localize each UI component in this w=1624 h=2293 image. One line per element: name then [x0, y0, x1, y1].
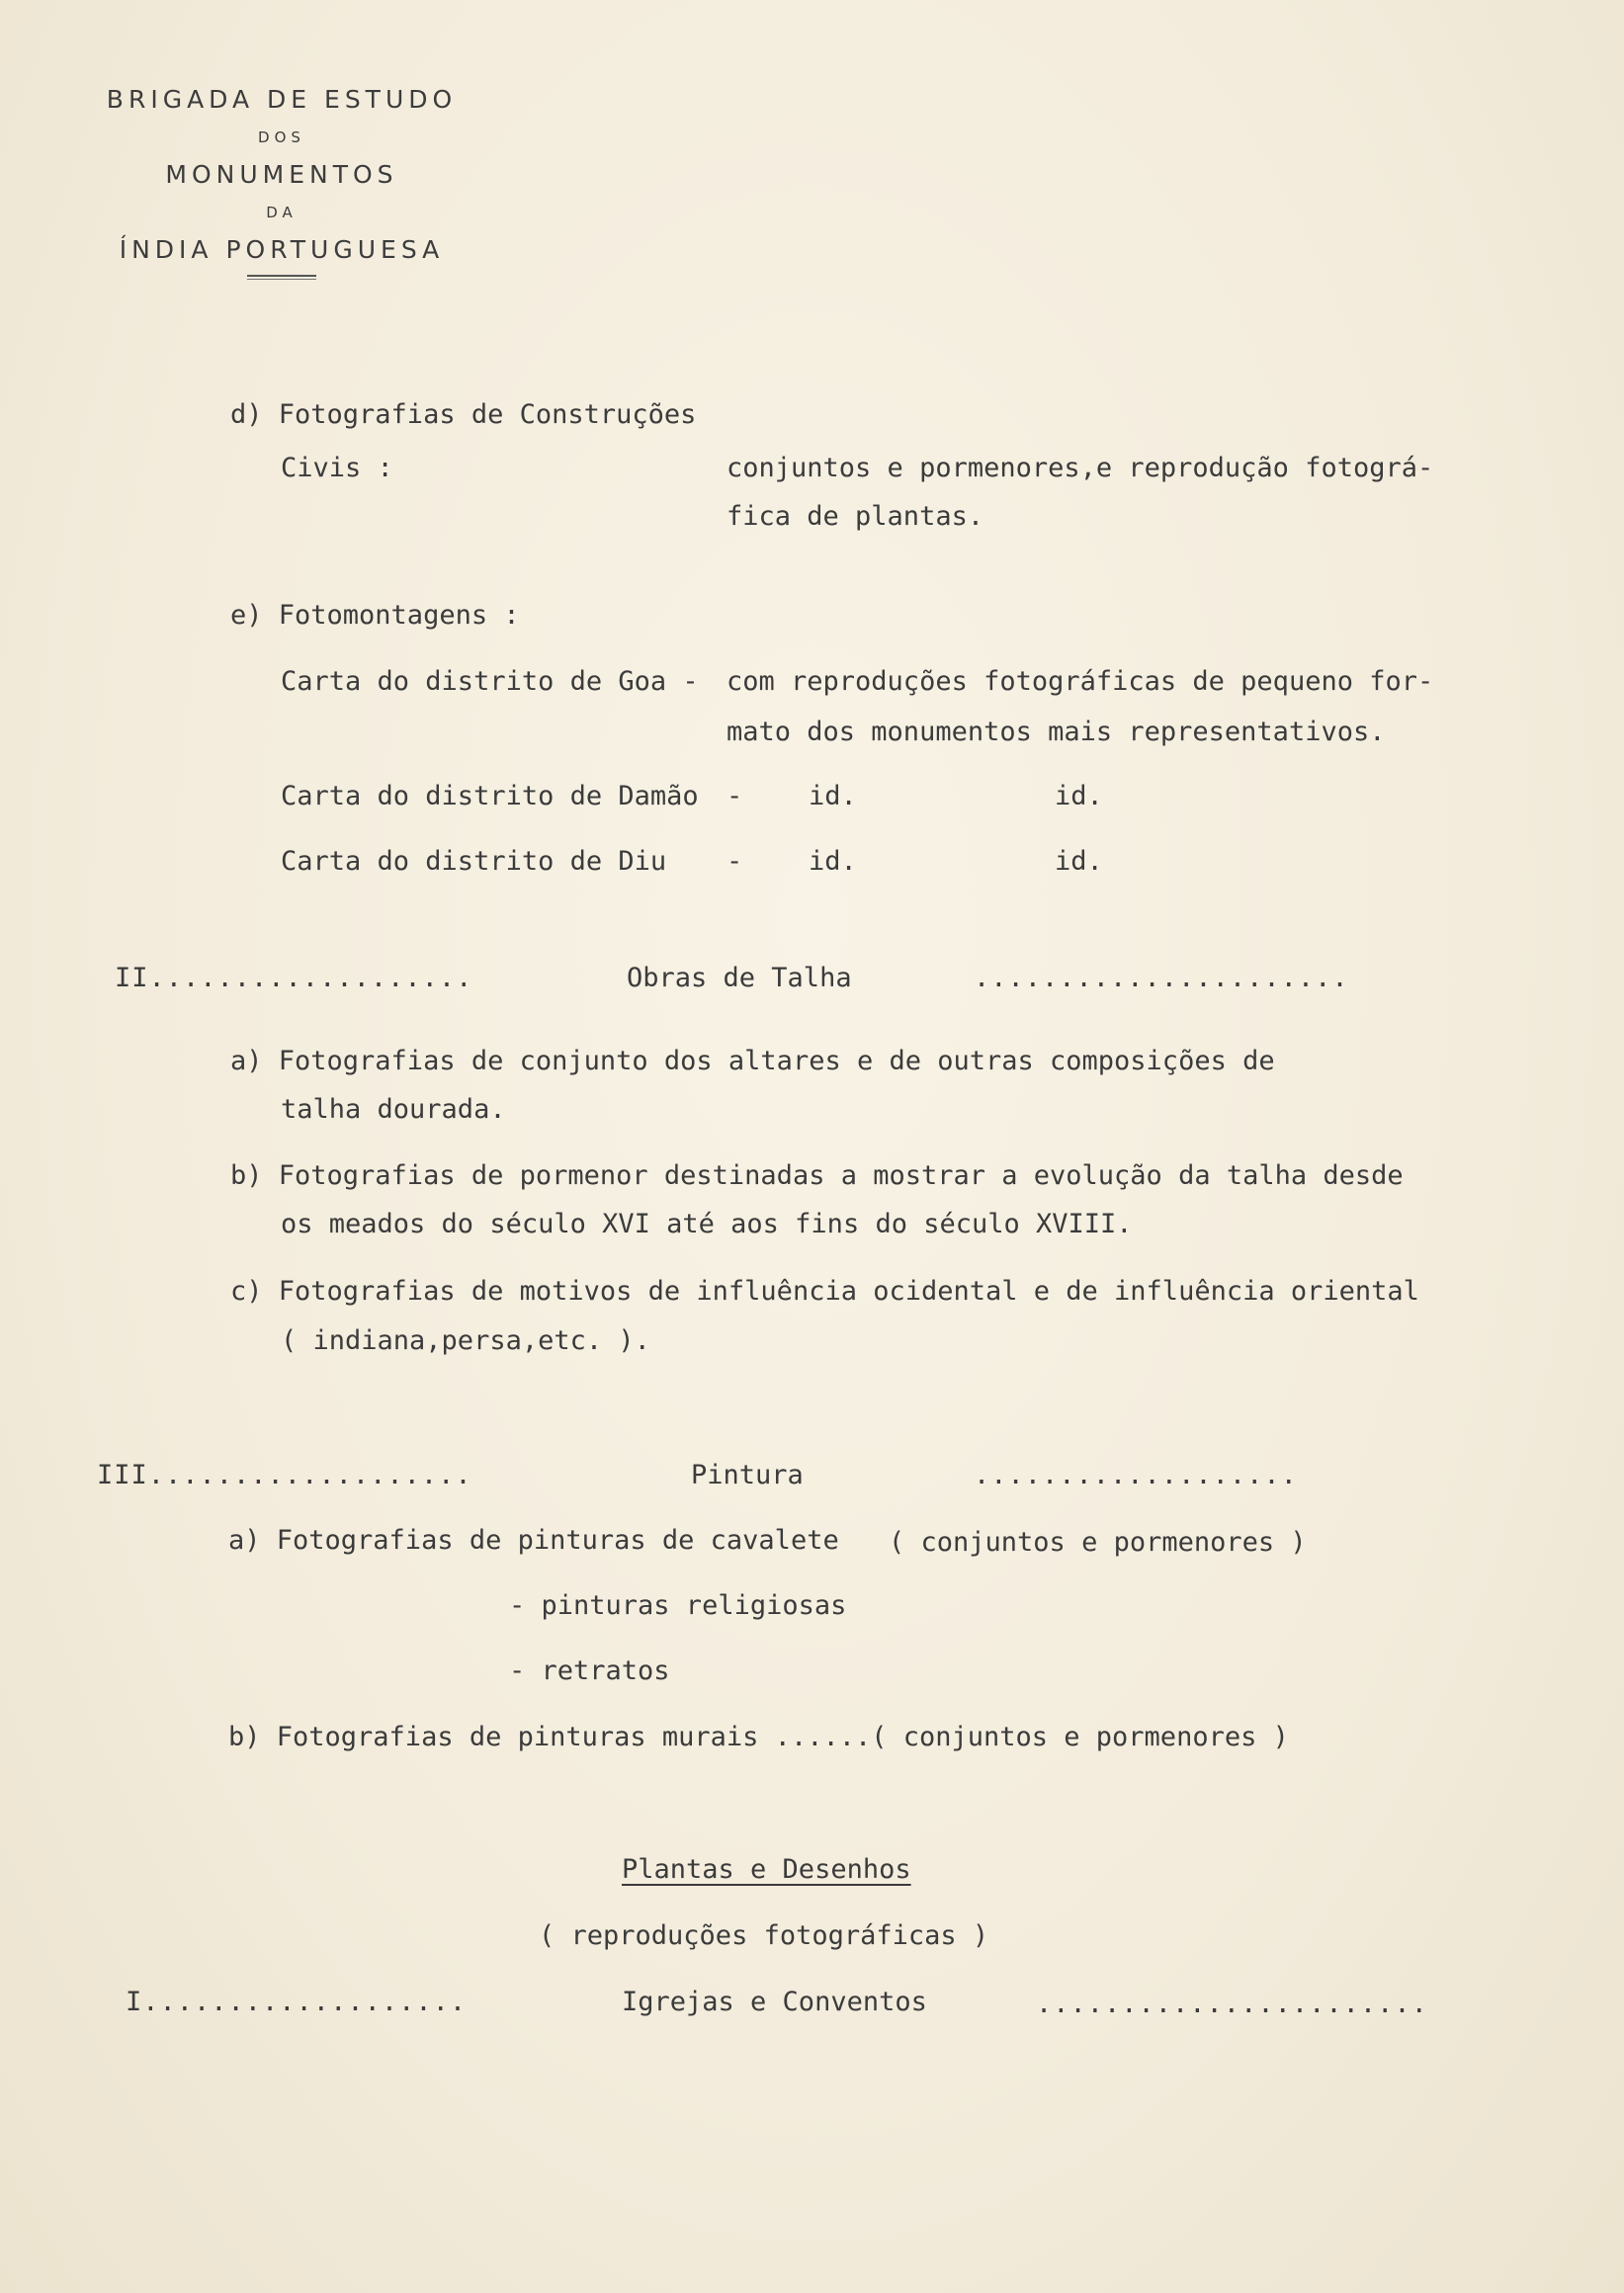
section-ii-leader-right: ......................: [974, 963, 1349, 993]
damao-dash: -: [727, 781, 743, 811]
goa-label: Carta do distrito de Goa -: [281, 666, 699, 697]
section-ii-b-line-2: os meados do século XVI até aos fins do século XVIII.: [281, 1209, 1133, 1239]
section-iii-a-paren: ( conjuntos e pormenores ): [889, 1527, 1307, 1558]
section-iii-leader-right: ...................: [974, 1460, 1298, 1490]
section-ii-a-line-2: talha dourada.: [281, 1094, 506, 1125]
section-e-label: e) Fotomontagens :: [230, 600, 520, 631]
section-iii-a-item-1: - pinturas religiosas: [509, 1590, 847, 1621]
damao-id-1: id.: [809, 781, 857, 811]
goa-desc-line-1: com reproduções fotográficas de pequeno for-: [727, 666, 1434, 697]
section-iii-title: Pintura: [691, 1460, 804, 1490]
section-iii-b-line: b) Fotografias de pinturas murais ......( conjuntos e pormenores ): [228, 1722, 1289, 1752]
section-d-desc-line-2: fica de plantas.: [727, 501, 984, 532]
damao-id-2: id.: [1055, 781, 1103, 811]
diu-label: Carta do distrito de Diu: [281, 846, 667, 877]
damao-label: Carta do distrito de Damão: [281, 781, 699, 811]
section-d-sublabel: Civis :: [281, 453, 393, 483]
letterhead-line-4: DA: [266, 204, 298, 221]
letterhead-line-1: BRIGADA DE ESTUDO: [106, 85, 458, 114]
plantas-subtitle: ( reproduções fotográficas ): [539, 1920, 989, 1951]
section-ii-c-line-2: ( indiana,persa,etc. ).: [281, 1325, 650, 1356]
section-iii-a-item-2: - retratos: [509, 1656, 670, 1686]
section-iii-leader-left: III...................: [97, 1460, 472, 1490]
plantas-leader-left: I...................: [126, 1987, 468, 2017]
letterhead-rule: [247, 275, 316, 280]
plantas-title: Plantas e Desenhos: [622, 1854, 911, 1885]
section-ii-a-line-1: a) Fotografias de conjunto dos altares e de outras composições de: [230, 1046, 1275, 1076]
section-ii-leader-left: II...................: [115, 963, 473, 993]
letterhead-line-2: DOS: [258, 128, 305, 146]
diu-id-1: id.: [809, 846, 857, 877]
section-d-desc-line-1: conjuntos e pormenores,e reprodução fotográ-: [727, 453, 1434, 483]
goa-desc-line-2: mato dos monumentos mais representativos.: [727, 717, 1386, 747]
diu-dash: -: [727, 846, 743, 877]
section-ii-c-line-1: c) Fotografias de motivos de influência ocidental e de influência oriental: [230, 1276, 1419, 1307]
plantas-leader-right: .......................: [1036, 1989, 1428, 2019]
diu-id-2: id.: [1055, 846, 1103, 877]
letterhead-line-3: MONUMENTOS: [165, 160, 398, 189]
section-iii-a-line: a) Fotografias de pinturas de cavalete: [228, 1525, 839, 1556]
section-ii-b-line-1: b) Fotografias de pormenor destinadas a mostrar a evolução da talha desde: [230, 1160, 1404, 1191]
letterhead: [59, 81, 504, 280]
section-d-label: d) Fotografias de Construções: [230, 399, 697, 430]
section-ii-title: Obras de Talha: [627, 963, 852, 993]
letterhead-line-5: ÍNDIA PORTUGUESA: [119, 235, 445, 264]
plantas-item: Igrejas e Conventos: [622, 1987, 927, 2017]
